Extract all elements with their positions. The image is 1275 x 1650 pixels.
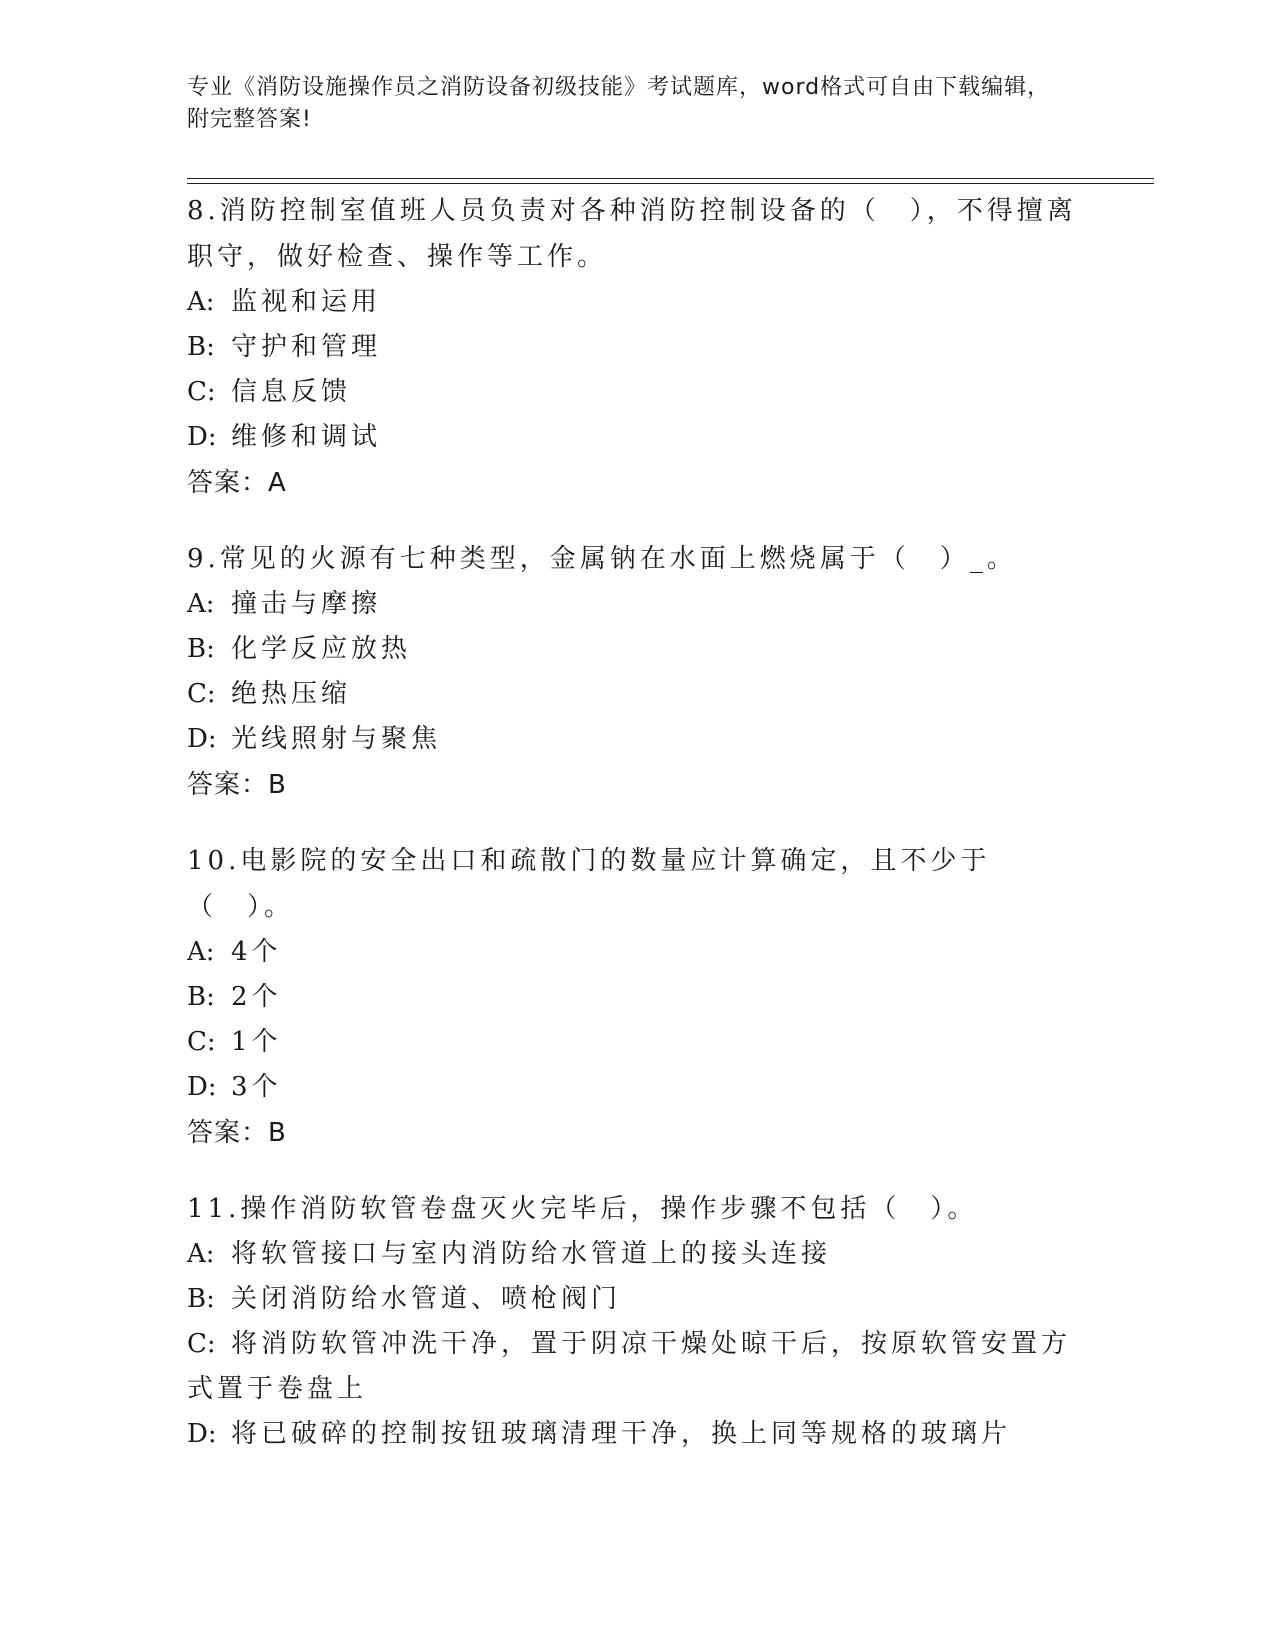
option-a (187, 930, 1087, 975)
option-key: B: (187, 982, 215, 1012)
option-b (187, 1277, 1087, 1322)
option-b (187, 325, 1087, 370)
question-list (187, 188, 1087, 1487)
option-text: 关闭消防给水管道、喷枪阀门 (231, 1284, 622, 1314)
header-rule-top (187, 178, 1154, 179)
option-d (187, 1065, 1087, 1110)
option-key: A: (187, 589, 215, 619)
option-b (187, 975, 1087, 1020)
option-text: 1个 (231, 1027, 282, 1057)
option-key: B: (187, 634, 215, 664)
option-key: A: (187, 287, 215, 317)
document-header: 专业《消防设施操作员之消防设备初级技能》考试题库，word格式可自由下载编辑，附完整答案! (187, 75, 1051, 132)
option-key: D: (187, 422, 217, 452)
option-text: 信息反馈 (231, 377, 352, 407)
option-c (187, 1322, 1087, 1412)
option-c (187, 370, 1087, 415)
option-a (187, 582, 1087, 627)
question-text: 8.消防控制室值班人员负责对各种消防控制设备的（ ），不得擅离职守，做好检查、操作等工作。 (187, 196, 1077, 272)
header-rule-bottom (187, 183, 1154, 184)
answer-line: 答案：B (187, 770, 287, 800)
option-key: C: (187, 679, 216, 709)
option-key: D: (187, 1419, 217, 1449)
option-text: 监视和运用 (231, 287, 382, 317)
option-key: C: (187, 377, 216, 407)
option-key: B: (187, 1284, 215, 1314)
option-key: B: (187, 332, 215, 362)
question-text: 9.常见的火源有七种类型，金属钠在水面上燃烧属于（ ）_。 (187, 544, 1017, 574)
option-text: 将软管接口与室内消防给水管道上的接头连接 (231, 1239, 832, 1269)
answer-line: 答案：A (187, 468, 287, 498)
option-text: 4个 (231, 937, 282, 967)
option-text: 绝热压缩 (231, 679, 352, 709)
option-c (187, 1020, 1087, 1065)
question-10 (187, 838, 1087, 1156)
option-text: 将已破碎的控制按钮玻璃清理干净，换上同等规格的玻璃片 (231, 1419, 1012, 1449)
question-9 (187, 536, 1087, 808)
question-text: 11.操作消防软管卷盘灭火完毕后，操作步骤不包括（ ）。 (187, 1194, 978, 1224)
option-key: D: (187, 724, 217, 754)
option-key: D: (187, 1072, 217, 1102)
option-text: 3个 (231, 1072, 282, 1102)
option-key: A: (187, 937, 215, 967)
option-a (187, 280, 1087, 325)
option-text: 守护和管理 (231, 332, 382, 362)
option-d (187, 1412, 1087, 1457)
option-d (187, 415, 1087, 460)
question-11 (187, 1186, 1087, 1457)
option-d (187, 717, 1087, 762)
option-a (187, 1232, 1087, 1277)
question-text: 10.电影院的安全出口和疏散门的数量应计算确定，且不少于（ ）。 (187, 846, 991, 922)
question-8 (187, 188, 1087, 506)
option-text: 撞击与摩擦 (231, 589, 382, 619)
option-c (187, 672, 1087, 717)
option-text: 化学反应放热 (231, 634, 412, 664)
option-text: 将消防软管冲洗干净，置于阴凉干燥处晾干后，按原软管安置方式置于卷盘上 (187, 1329, 1072, 1404)
option-key: A: (187, 1239, 215, 1269)
option-key: C: (187, 1027, 216, 1057)
option-b (187, 627, 1087, 672)
option-key: C: (187, 1329, 216, 1359)
option-text: 光线照射与聚焦 (231, 724, 442, 754)
answer-line: 答案：B (187, 1118, 287, 1148)
option-text: 2个 (231, 982, 282, 1012)
option-text: 维修和调试 (231, 422, 382, 452)
